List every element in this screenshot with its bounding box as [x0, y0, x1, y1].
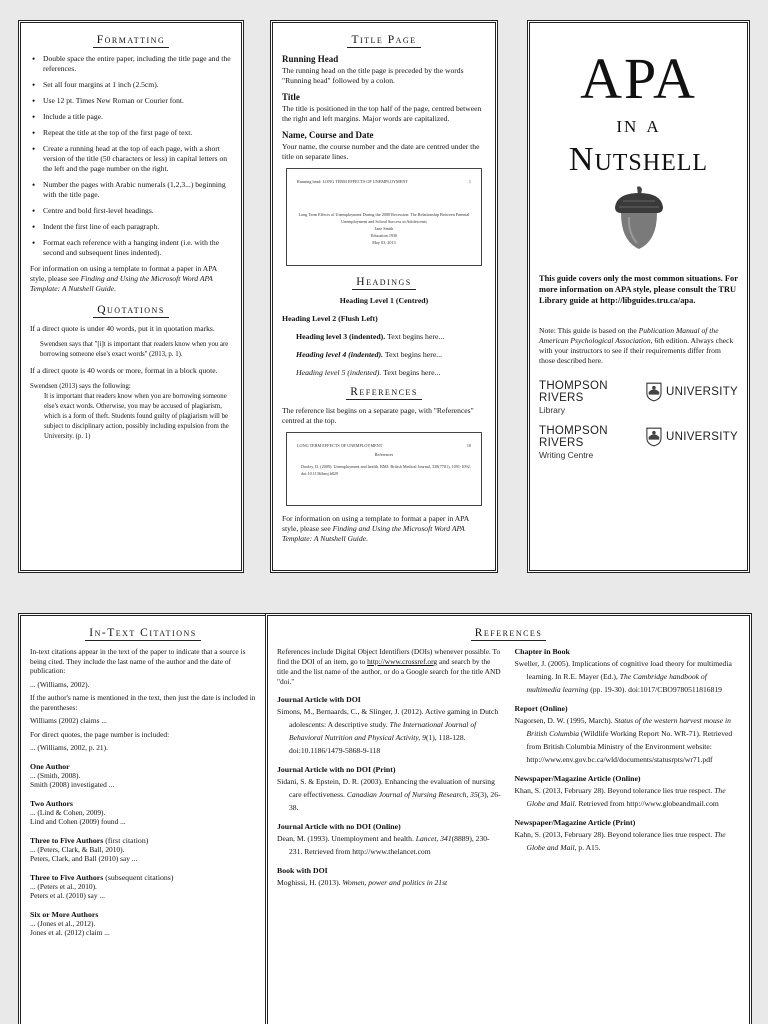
six-authors-heading: Six or More Authors [30, 909, 99, 919]
short-quote-example: Swendsen says that "[i]t is important that readers know when you are borrowing someone else's exact words" (2013, p. 1). [40, 341, 229, 358]
sample-title: Long Term Effects of Unemployment During the 2008 Recession: The Relationship Between Parental Unemployment and School Success in Adolescents [298, 212, 470, 224]
in-text-example-3: ... (Williams, 2002, p. 21). [30, 743, 108, 752]
one-author-a: ... (Smith, 2008). [30, 770, 81, 780]
journal-nodoi-online-entry: Dean, M. (1993). Unemployment and health. Lancet, 341(8889), 230-231. Retrieved from http://www.thelancet.com [277, 834, 490, 856]
chapter-entry: Sweller, J. (2005). Implications of cognitive load theory for multimedia learning. In R.E. Mayer (Ed.), The Cambridge handbook of multimedia learning (pp. 19-30). doi:1017/CBO9780511816819 [514, 659, 732, 694]
journal-doi-heading: Journal Article with DOI [277, 695, 361, 704]
references-column-right [515, 647, 741, 897]
journal-nodoi-print-entry: Sidani, S. & Epstein, D. R. (2003). Enhancing the evaluation of nursing care effectiveness. Canadian Journal of Nursing Research, 35(3), 26-38. [277, 777, 501, 812]
sample-ref-page-number: 10 [466, 443, 471, 448]
list-item: • Include a title page. [30, 112, 232, 122]
news-online-heading: Newspaper/Magazine Article (Online) [514, 774, 641, 783]
list-item: • Centre and bold first-level headings. [30, 206, 232, 216]
sample-ref-title: References [374, 452, 394, 457]
three-five-first-heading: Three to Five Authors (first citation) [30, 835, 149, 845]
list-item: • Repeat the title at the top of the first page of text. [30, 128, 232, 138]
in-text-intro: In-text citations appear in the text of the paper to indicate that a source is being cited. They include the last name of the author and the date of publication: [30, 647, 246, 675]
sample-ref-entry: Dooley, D. (2009). Unemployment and health. BMJ: British Medical Journal, 338(7701), 1091-1092. doi:10.1136/bmj.b829 [301, 464, 471, 476]
list-item: • Create a running head at the top of each page, with a short version of the title (50 characters or less) in capital letters on the left and the page number on the right. [30, 144, 232, 174]
sample-title-page [286, 168, 482, 266]
sample-reference-page [286, 432, 482, 506]
in-text-rule-3: For direct quotes, the page number is included: [30, 729, 170, 739]
formatting-heading: Formatting [30, 34, 232, 46]
three-five-first-b: Peters, Clark, and Ball (2010) say ... [30, 854, 138, 863]
cover-note: Note: This guide is based on the Publication Manual of the American Psychological Association, 6th edition. Always check with your instructors to see if their requirements differ from those described here. [539, 326, 734, 365]
block-quote: It is important that readers know when you are borrowing someone else's exact words. Otherwise, you may be accused of plagiarism, which is a form of theft. Students found guilty of plagiarism will be subject to disciplinary action, possibly including expulsion from the University. (p. 1) [44, 393, 229, 440]
two-authors-heading: Two Authors [30, 798, 73, 808]
sample-date: May 03, 2013 [372, 240, 396, 245]
running-head-text: The running head on the title page is preceded by the words "Running head" followed by a colon. [282, 66, 464, 85]
references-template-note: For information on using a template to format a paper in APA style, please see Finding and Using the Microsoft Word APA Template: A Nutshell Guide. [282, 514, 469, 543]
references-short-text: The reference list begins on a separate page, with "References" centred at the top. [282, 406, 474, 425]
references-heading: References [277, 627, 740, 639]
name-course-date-text: Your name, the course number and the date are centred under the title on separate lines. [282, 142, 480, 161]
heading-level-2: Heading Level 2 (Flush Left) [282, 314, 378, 323]
headings-heading: Headings [282, 276, 486, 288]
one-author-b: Smith (2008) investigated ... [30, 780, 115, 789]
in-text-example-2: Williams (2002) claims ... [30, 716, 107, 725]
three-five-sub-heading: Three to Five Authors (subsequent citations) [30, 872, 174, 882]
crest-icon [646, 426, 662, 448]
logo-text-left: THOMPSON RIVERS [539, 425, 608, 449]
template-note: For information on using a template to format a paper in APA style, please see Finding and Using the Microsoft Word APA Template: A Nutshell Guide. [30, 264, 217, 293]
report-heading: Report (Online) [514, 704, 568, 713]
long-quote-rule: If a direct quote is 40 words or more, format in a block quote. [30, 366, 218, 375]
publication-manual-title: Publication Manual of the American Psychological Association [539, 326, 719, 345]
one-author-heading: One Author [30, 761, 70, 771]
formatting-panel [18, 20, 244, 573]
in-text-heading: In-Text Citations [30, 627, 256, 639]
three-five-sub-a: ... (Peters et al., 2010). [30, 881, 97, 891]
list-item: • Double space the entire paper, including the title page and the references. [30, 54, 232, 74]
crossref-link[interactable]: http://www.crossref.org [367, 657, 438, 666]
crest-icon [646, 381, 662, 403]
title-text: The title is positioned in the top half of the page, centred between the right and left margins. Major words are capitalized. [282, 104, 482, 123]
quotations-heading: Quotations [30, 304, 232, 316]
references-column-left [277, 647, 503, 897]
references-intro: References include Digital Object Identifiers (DOIs) whenever possible. To find the DOI of an item, go to http://www.crossref.org and search by the title and the list name of the author, or do a Google search for the title AND "doi." [277, 647, 501, 686]
title-subheading: Title [282, 92, 300, 102]
news-print-entry: Kahn, S. (2013, February 28). Beyond tolerance lies true respect. The Globe and Mail, p. A15. [514, 830, 726, 852]
tru-writing-centre-logo [539, 425, 738, 460]
references-short-heading: References [282, 386, 486, 398]
book-doi-entry: Moghissi, H. (2013). Women, power and politics in 21st [277, 878, 448, 887]
heading-level-3: Heading level 3 (indented). Text begins here... [296, 332, 445, 341]
list-item: • Format each reference with a hanging indent (i.e. with the second and subsequent lines indented). [30, 238, 232, 258]
sample-page-number: 1 [468, 179, 471, 184]
three-five-sub-b: Peters et al. (2010) say ... [30, 891, 105, 900]
cover-title-apa: APA [580, 46, 697, 111]
heading-level-1: Heading Level 1 (Centred) [339, 296, 429, 305]
heading-level-4: Heading level 4 (indented). Text begins here... [296, 350, 443, 359]
two-authors-b: Lind and Cohen (2009) found ... [30, 817, 126, 826]
list-item: • Indent the first line of each paragraph. [30, 222, 232, 232]
cover-title-in-a: in a [616, 112, 661, 138]
list-item: • Use 12 pt. Times New Roman or Courier font. [30, 96, 232, 106]
tru-library-logo [539, 380, 738, 415]
long-quote-intro: Swendsen (2013) says the following: [30, 383, 131, 390]
sample-author: Jane Smith [374, 226, 394, 231]
in-text-rule-2: If the author's name is mentioned in the text, then just the date is included in the parentheses: [30, 693, 256, 712]
in-text-example-1: ... (Williams, 2002). [30, 679, 90, 689]
heading-level-5: Heading level 5 (indented). Text begins here... [296, 368, 441, 377]
short-quote-rule: If a direct quote is under 40 words, put it in quotation marks. [30, 324, 215, 333]
list-item: • Set all four margins at 1 inch (2.5cm). [30, 80, 232, 90]
journal-doi-entry: Simons, M., Bernaards, C., & Slinger, J. (2012). Active gaming in Dutch adolescents: A descriptive study. The International Journal of Behavioral Nutrition and Physical Activity, 9(1), 118-128. doi:10.1186/1479-5868-9-118 [277, 707, 499, 755]
sample-course: Education 1930 [370, 233, 398, 238]
list-item: • Number the pages with Arabic numerals (1,2,3...) beginning with the title page. [30, 180, 232, 200]
sample-ref-running-head: LONG TERM EFFECTS OF UNEMPLOYMENT [297, 443, 383, 448]
acorn-icon [611, 185, 667, 251]
cover-title-nutshell: Nutshell [568, 141, 709, 178]
logo-unit-library: Library [539, 405, 565, 415]
six-authors-a: ... (Jones et al., 2012). [30, 918, 96, 928]
six-authors-b: Jones et al. (2012) claim ... [30, 928, 110, 937]
three-five-first-a: ... (Peters, Clark, & Ball, 2010). [30, 844, 125, 854]
news-online-entry: Khan, S. (2013, February 28). Beyond tolerance lies true respect. The Globe and Mail. Retrieved from http://www.globeandmail.com [514, 786, 726, 808]
sample-running-head: Running head: LONG TERM EFFECTS OF UNEMPLOYMENT [297, 179, 408, 184]
book-doi-heading: Book with DOI [277, 866, 328, 875]
two-authors-a: ... (Lind & Cohen, 2009). [30, 807, 106, 817]
cover-panel [527, 20, 750, 573]
in-text-citations-panel [18, 613, 268, 1024]
journal-nodoi-print-heading: Journal Article with no DOI (Print) [277, 765, 396, 774]
chapter-heading: Chapter in Book [514, 647, 570, 656]
report-entry: Nagorsen, D. W. (1995, March). Status of the western harvest mouse in British Columbia (Wildlife Working Report No. WR-71). Retrieved from British Columbia Ministry of the Environment website: http://www.env.gov.bc.ca/wld/documents/statusrpts/wr71.pdf [514, 716, 733, 764]
formatting-list [30, 54, 232, 258]
news-print-heading: Newspaper/Magazine Article (Print) [514, 818, 636, 827]
title-page-heading: Title Page [282, 34, 486, 46]
name-course-date-subheading: Name, Course and Date [282, 130, 374, 140]
logo-text-right: UNIVERSITY [665, 386, 738, 398]
running-head-subheading: Running Head [282, 54, 339, 64]
template-guide-title: Finding and Using the Microsoft Word APA Template: A Nutshell Guide [30, 274, 213, 293]
logo-text-right: UNIVERSITY [665, 431, 738, 443]
title-page-panel [270, 20, 498, 573]
logo-text-left: THOMPSON RIVERS [539, 380, 608, 404]
logo-unit-writing-centre: Writing Centre [539, 450, 594, 460]
references-panel [265, 613, 752, 1024]
cover-bold-note: This guide covers only the most common situations. For more information on APA style, please consult the TRU Library guide at http://libguides.tru.ca/apa. [539, 274, 738, 305]
journal-nodoi-online-heading: Journal Article with no DOI (Online) [277, 822, 401, 831]
